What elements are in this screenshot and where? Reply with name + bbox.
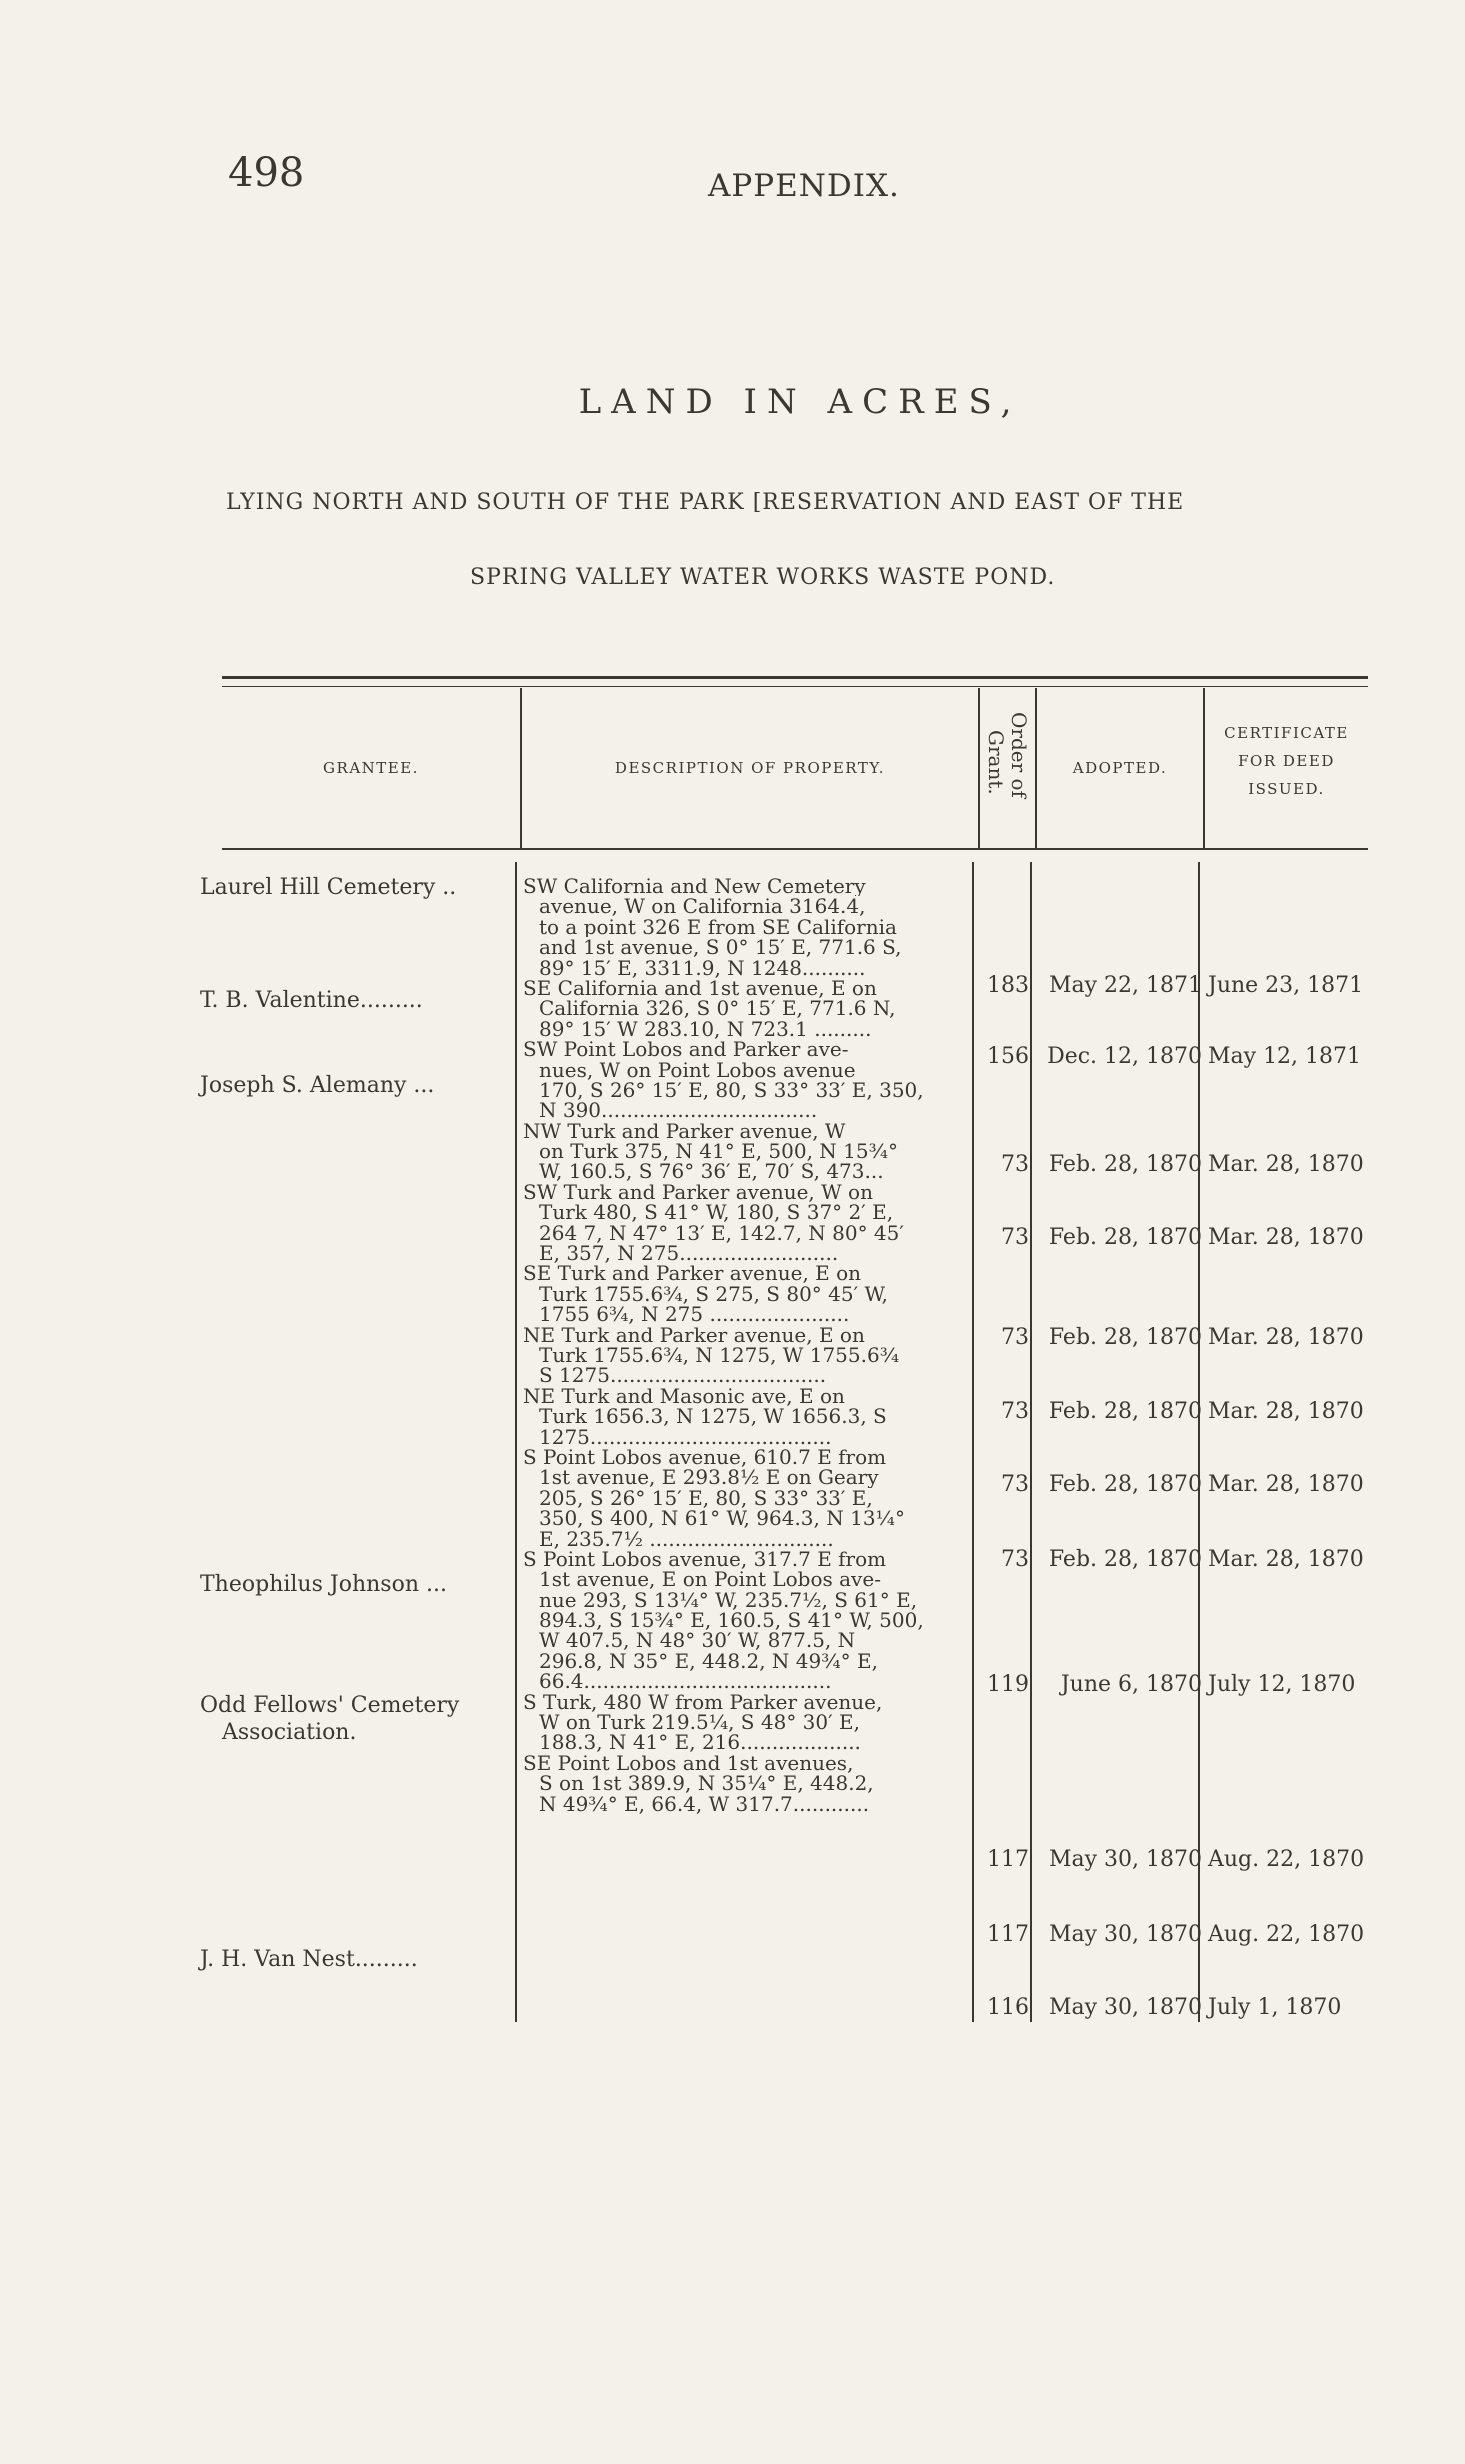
description-line: W, 160.5, S 76° 36′ E, 70′ S, 473... bbox=[539, 1161, 884, 1182]
description-line: 1755 6¾, N 275 ...................... bbox=[539, 1304, 850, 1325]
description-line: and 1st avenue, S 0° 15′ E, 771.6 S, bbox=[539, 937, 902, 958]
description-line: N 390.................................. bbox=[539, 1100, 818, 1121]
certificate-date: July 1, 1870 bbox=[1208, 1995, 1342, 2020]
body-divider-grantee bbox=[515, 862, 517, 2022]
order-number: 119 bbox=[987, 1672, 1029, 1697]
description-line: SW California and New Cemetery bbox=[523, 876, 866, 897]
description-line: Turk 1755.6¾, S 275, S 80° 45′ W, bbox=[539, 1283, 888, 1305]
header-order-word: Order bbox=[1007, 712, 1031, 773]
header-grant-word: Grant. bbox=[984, 730, 1008, 795]
description-column bbox=[523, 876, 971, 1814]
description-line: S Point Lobos avenue, 610.7 E from bbox=[523, 1446, 887, 1468]
table-top-rule-thick bbox=[222, 676, 1368, 679]
adopted-date: Feb. 28, 1870 bbox=[1048, 1472, 1202, 1497]
table-top-rule-thin bbox=[222, 686, 1368, 687]
body-divider-order bbox=[1030, 862, 1032, 2022]
body-divider-description bbox=[972, 862, 974, 2022]
description-line: to a point 326 E from SE California bbox=[539, 916, 897, 938]
description-line: 894.3, S 15¾° E, 160.5, S 41° W, 500, bbox=[539, 1610, 924, 1631]
header-bottom-rule bbox=[222, 848, 1368, 850]
order-number: 156 bbox=[987, 1044, 1029, 1069]
certificate-date: Aug. 22, 1870 bbox=[1208, 1847, 1365, 1872]
grantee-alemany: Joseph S. Alemany ... bbox=[200, 1073, 435, 1098]
order-number: 73 bbox=[1001, 1325, 1029, 1350]
certificate-date: Mar. 28, 1870 bbox=[1208, 1472, 1364, 1497]
header-description: DESCRIPTION OF PROPERTY. bbox=[614, 759, 886, 777]
header-grantee: GRANTEE. bbox=[323, 759, 419, 777]
description-line: Turk 480, S 41° W, 180, S 37° 2′ E, bbox=[539, 1202, 894, 1223]
grantee-valentine: T. B. Valentine......... bbox=[200, 988, 423, 1013]
header-adopted: ADOPTED. bbox=[1072, 759, 1168, 777]
grantee-laurel-hill: Laurel Hill Cemetery .. bbox=[200, 875, 457, 900]
description-line: NW Turk and Parker avenue, W bbox=[523, 1120, 846, 1142]
order-number: 116 bbox=[987, 1995, 1029, 2020]
description-line: California 326, S 0° 15′ E, 771.6 N, bbox=[539, 998, 896, 1019]
header-order-of-grant bbox=[1008, 712, 1030, 798]
header-of-word: of bbox=[1007, 778, 1031, 798]
description-line: 205, S 26° 15′ E, 80, S 33° 33′ E, bbox=[539, 1487, 873, 1509]
order-number: 73 bbox=[1001, 1152, 1029, 1177]
adopted-date: Feb. 28, 1870 bbox=[1048, 1399, 1202, 1424]
description-line: Turk 1755.6¾, N 1275, W 1755.6¾ bbox=[539, 1344, 900, 1366]
header-certificate-line-1: CERTIFICATE bbox=[1224, 724, 1349, 742]
adopted-date: May 30, 1870 bbox=[1048, 1995, 1202, 2020]
description-line: 89° 15′ E, 3311.9, N 1248.......... bbox=[539, 957, 866, 978]
description-line: 170, S 26° 15′ E, 80, S 33° 33′ E, 350, bbox=[539, 1079, 924, 1101]
description-line: 350, S 400, N 61° W, 964.3, N 13¼° bbox=[539, 1508, 905, 1529]
order-number: 73 bbox=[1001, 1472, 1029, 1497]
order-number: 117 bbox=[987, 1922, 1029, 1947]
description-line: S 1275.................................. bbox=[539, 1365, 827, 1386]
header-certificate-line-2: FOR DEED bbox=[1238, 752, 1335, 770]
order-number: 73 bbox=[1001, 1547, 1029, 1572]
description-line: W on Turk 219.5¼, S 48° 30′ E, bbox=[539, 1712, 860, 1733]
header-divider-2 bbox=[978, 688, 980, 848]
page-number: 498 bbox=[228, 150, 305, 196]
adopted-date: June 6, 1870 bbox=[1060, 1672, 1202, 1697]
certificate-date: July 12, 1870 bbox=[1208, 1672, 1356, 1697]
certificate-date: Aug. 22, 1870 bbox=[1208, 1922, 1365, 1947]
subtitle-line-2: SPRING VALLEY WATER WORKS WASTE POND. bbox=[470, 565, 1056, 590]
description-line: NE Turk and Masonic ave, E on bbox=[523, 1385, 845, 1407]
certificate-date: Mar. 28, 1870 bbox=[1208, 1225, 1364, 1250]
adopted-date: Feb. 28, 1870 bbox=[1048, 1152, 1202, 1177]
description-line: SW Point Lobos and Parker ave- bbox=[523, 1039, 849, 1060]
description-line: SE Point Lobos and 1st avenues, bbox=[523, 1752, 854, 1774]
subtitle-line-1: LYING NORTH AND SOUTH OF THE PARK [RESERVATION AND EAST OF THE bbox=[226, 490, 1185, 515]
description-line: S on 1st 389.9, N 35¼° E, 448.2, bbox=[539, 1773, 874, 1794]
description-line: nue 293, S 13¼° W, 235.7½, S 61° E, bbox=[539, 1589, 918, 1611]
description-line: Turk 1656.3, N 1275, W 1656.3, S bbox=[539, 1406, 887, 1427]
description-line: SE Turk and Parker avenue, E on bbox=[523, 1263, 862, 1284]
grantee-johnson: Theophilus Johnson ... bbox=[200, 1572, 447, 1597]
adopted-date: Feb. 28, 1870 bbox=[1048, 1225, 1202, 1250]
description-line: N 49¾° E, 66.4, W 317.7............ bbox=[539, 1793, 870, 1814]
adopted-date: May 30, 1870 bbox=[1048, 1847, 1202, 1872]
description-line: 1st avenue, E on Point Lobos ave- bbox=[539, 1569, 881, 1590]
adopted-date: May 30, 1870 bbox=[1048, 1922, 1202, 1947]
description-line: on Turk 375, N 41° E, 500, N 15¾° bbox=[539, 1141, 898, 1162]
header-certificate bbox=[1205, 722, 1368, 800]
description-line: E, 357, N 275......................... bbox=[539, 1243, 839, 1264]
description-line: NE Turk and Parker avenue, E on bbox=[523, 1324, 865, 1345]
description-line: 89° 15′ W 283.10, N 723.1 ......... bbox=[539, 1018, 872, 1040]
adopted-date: Dec. 12, 1870 bbox=[1047, 1044, 1202, 1069]
description-line: SE California and 1st avenue, E on bbox=[523, 977, 877, 999]
certificate-date: Mar. 28, 1870 bbox=[1208, 1325, 1364, 1350]
description-line: 1275...................................... bbox=[539, 1426, 832, 1447]
certificate-date: Mar. 28, 1870 bbox=[1208, 1399, 1364, 1424]
description-line: 264 7, N 47° 13′ E, 142.7, N 80° 45′ bbox=[539, 1222, 904, 1244]
order-number: 73 bbox=[1001, 1225, 1029, 1250]
header-certificate-line-3: ISSUED. bbox=[1248, 780, 1325, 798]
description-line: avenue, W on California 3164.4, bbox=[539, 896, 866, 917]
description-line: 188.3, N 41° E, 216................... bbox=[539, 1732, 861, 1753]
description-line: nues, W on Point Lobos avenue bbox=[539, 1059, 856, 1080]
grantee-van-nest: J. H. Van Nest......... bbox=[200, 1947, 418, 1972]
adopted-date: Feb. 28, 1870 bbox=[1048, 1547, 1202, 1572]
description-line: S Point Lobos avenue, 317.7 E from bbox=[523, 1548, 887, 1570]
running-head: APPENDIX. bbox=[708, 168, 900, 204]
page-title: LAND IN ACRES, bbox=[578, 382, 1022, 422]
order-number: 73 bbox=[1001, 1399, 1029, 1424]
description-line: SW Turk and Parker avenue, W on bbox=[523, 1181, 873, 1203]
grantee-odd-fellows: Odd Fellows' Cemetery bbox=[200, 1693, 460, 1718]
adopted-date: May 22, 1871 bbox=[1048, 973, 1202, 998]
grantee-odd-fellows-line-2: Association. bbox=[222, 1720, 357, 1745]
description-line: 1st avenue, E 293.8½ E on Geary bbox=[539, 1467, 879, 1488]
certificate-date: Mar. 28, 1870 bbox=[1208, 1547, 1364, 1572]
order-number: 117 bbox=[987, 1847, 1029, 1872]
adopted-date: Feb. 28, 1870 bbox=[1048, 1325, 1202, 1350]
description-line: S Turk, 480 W from Parker avenue, bbox=[523, 1691, 883, 1713]
certificate-date: Mar. 28, 1870 bbox=[1208, 1152, 1364, 1177]
description-line: E, 235.7½ ............................. bbox=[539, 1528, 834, 1549]
order-number: 183 bbox=[987, 973, 1029, 998]
certificate-date: May 12, 1871 bbox=[1208, 1044, 1362, 1069]
description-line: 66.4....................................... bbox=[539, 1671, 832, 1692]
certificate-date: June 23, 1871 bbox=[1208, 973, 1364, 998]
description-line: 296.8, N 35° E, 448.2, N 49¾° E, bbox=[539, 1650, 878, 1672]
description-line: W 407.5, N 48° 30′ W, 877.5, N bbox=[539, 1630, 856, 1651]
